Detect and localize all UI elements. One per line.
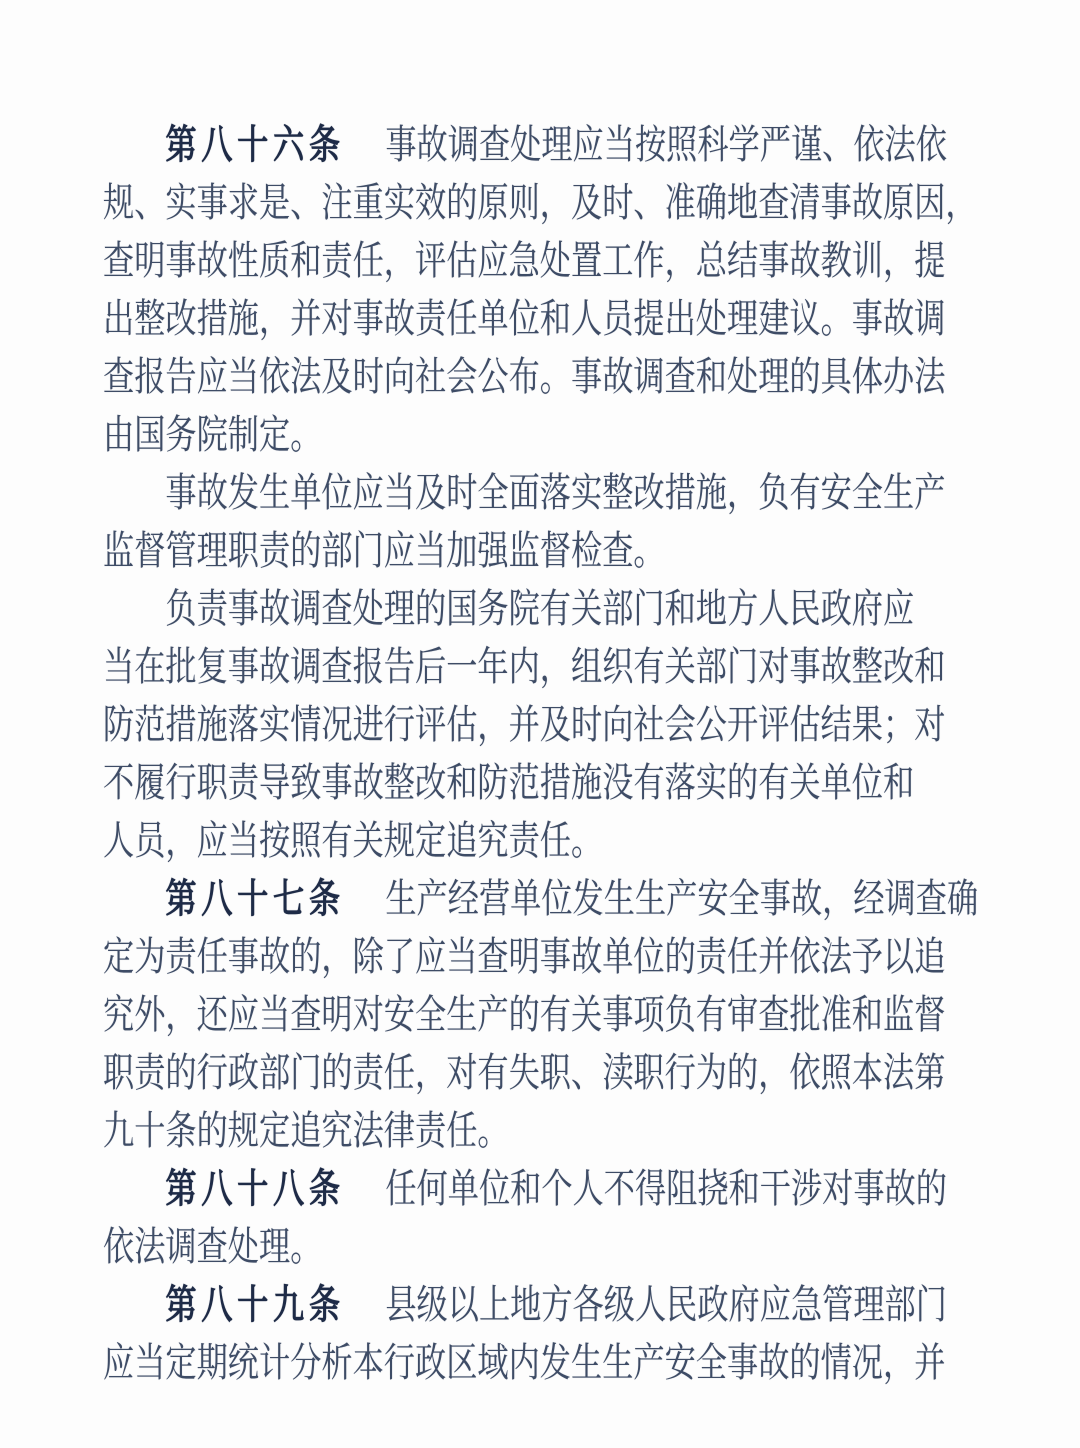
- article-number: 第八十六条: [165, 123, 345, 167]
- line-text: 不履行职责导致事故整改和防范措施没有落实的有关单位和: [103, 760, 915, 805]
- text-line: [103, 522, 789, 580]
- text-line: [103, 406, 789, 464]
- text-line: [103, 1218, 789, 1276]
- text-line: [103, 232, 946, 290]
- line-text: 究外，还应当查明对安全生产的有关事项负有审查批准和监督: [103, 992, 946, 1037]
- article-number: 第八十九条: [165, 1283, 345, 1327]
- line-text: 生产经营单位发生生产安全事故，经调查确: [385, 876, 979, 921]
- text-line: [103, 290, 946, 348]
- article-number: 第八十七条: [165, 877, 345, 921]
- line-text: 应当定期统计分析本行政区域内发生生产安全事故的情况，并: [103, 1340, 946, 1385]
- text-line: [103, 116, 947, 174]
- line-text: 防范措施落实情况进行评估，并及时向社会公开评估结果；对: [103, 702, 946, 747]
- line-text: 职责的行政部门的责任，对有失职、渎职行为的，依照本法第: [103, 1050, 946, 1095]
- text-line: [103, 1160, 947, 1218]
- line-text: 当在批复事故调查报告后一年内，组织有关部门对事故整改和: [103, 644, 946, 689]
- text-line: [103, 580, 915, 638]
- law-text-block: [103, 116, 983, 1392]
- text-line: [103, 464, 946, 522]
- text-line: [103, 1334, 946, 1392]
- line-text: 定为责任事故的，除了应当查明事故单位的责任并依法予以追: [103, 934, 946, 979]
- text-line: [103, 174, 977, 232]
- text-line: [103, 638, 946, 696]
- text-line: [103, 928, 946, 986]
- line-text: 任何单位和个人不得阻挠和干涉对事故的: [385, 1166, 947, 1211]
- line-text: 九十条的规定追究法律责任。: [103, 1108, 509, 1153]
- text-line: [103, 1044, 946, 1102]
- text-line: [103, 348, 946, 406]
- line-text: 查明事故性质和责任，评估应急处置工作，总结事故教训，提: [103, 238, 946, 283]
- text-line: [103, 986, 946, 1044]
- line-text: 负责事故调查处理的国务院有关部门和地方人民政府应: [165, 586, 915, 631]
- line-text: 依法调查处理。: [103, 1224, 322, 1269]
- text-line: [103, 754, 915, 812]
- line-text: 由国务院制定。: [103, 412, 322, 457]
- line-text: 县级以上地方各级人民政府应急管理部门: [385, 1282, 947, 1327]
- line-text: 事故发生单位应当及时全面落实整改措施，负有安全生产: [165, 470, 946, 515]
- text-line: [103, 696, 946, 754]
- line-text: 监督管理职责的部门应当加强监督检查。: [103, 528, 665, 573]
- line-text: 查报告应当依法及时向社会公布。事故调查和处理的具体办法: [103, 354, 946, 399]
- text-line: [103, 1102, 789, 1160]
- text-line: [103, 812, 789, 870]
- line-text: 出整改措施，并对事故责任单位和人员提出处理建议。事故调: [103, 296, 946, 341]
- line-text: 事故调查处理应当按照科学严谨、依法依: [385, 122, 947, 167]
- line-text: 规、实事求是、注重实效的原则，及时、准确地查清事故原因，: [103, 180, 977, 225]
- text-line: [103, 870, 979, 928]
- text-line: [103, 1276, 947, 1334]
- line-text: 人员，应当按照有关规定追究责任。: [103, 818, 603, 863]
- article-number: 第八十八条: [165, 1167, 345, 1211]
